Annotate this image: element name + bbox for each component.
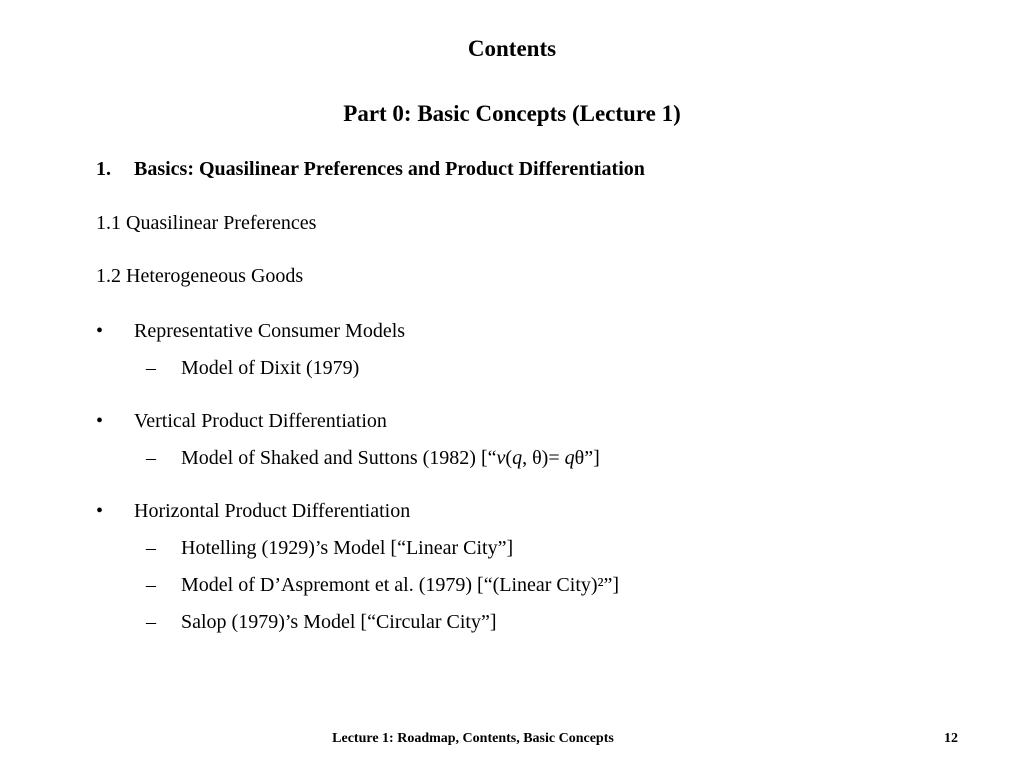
bullet-group-vertical [96,403,600,477]
formula-open: ( [505,447,513,469]
section-number: 1. [96,158,111,180]
formula-mid: , θ)= [522,447,565,469]
sub-item [96,567,619,604]
bullet-marker: • [96,500,104,522]
bullet-group-representative [96,313,405,387]
dash-marker: – [146,447,156,469]
bullet-marker: • [96,410,104,432]
sub-item-label [181,447,600,469]
page-number: 12 [944,731,958,746]
formula-q2: q [564,447,575,469]
bullet-marker: • [96,320,104,342]
bullet-item [96,493,619,530]
formula-suffix: θ”] [574,447,600,469]
sub-item-label: Salop (1979)’s Model [“Circular City”] [181,611,497,633]
bullet-label: Representative Consumer Models [134,320,406,342]
bullet-label: Horizontal Product Differentiation [134,500,411,522]
slide-title: Contents [467,36,557,61]
subsection-1-1: 1.1 Quasilinear Preferences [96,212,317,234]
sub-item-label: Hotelling (1929)’s Model [“Linear City”] [181,537,514,559]
sub-item [96,530,619,567]
bullet-group-horizontal [96,493,619,641]
dash-marker: – [146,537,156,559]
section-heading [96,158,645,181]
bullet-item [96,313,405,350]
sub-item [96,440,600,477]
formula-v: v [496,447,506,469]
dash-marker: – [146,357,156,379]
section-label: Basics: Quasilinear Preferences and Product Differentiation [134,158,645,180]
subsection-1-2: 1.2 Heterogeneous Goods [96,265,304,287]
formula-prefix: Model of Shaked and Suttons (1982) [“ [181,447,497,469]
sub-item-label: Model of D’Aspremont et al. (1979) [“(Linear City)²”] [181,574,620,596]
dash-marker: – [146,574,156,596]
dash-marker: – [146,611,156,633]
bullet-label: Vertical Product Differentiation [134,410,387,432]
sub-item [96,350,405,387]
sub-item-label: Model of Dixit (1979) [181,357,360,379]
part-title: Part 0: Basic Concepts (Lecture 1) [343,101,681,126]
sub-item [96,604,619,641]
footer-text: Lecture 1: Roadmap, Contents, Basic Concepts [332,731,614,746]
bullet-item [96,403,600,440]
formula-q1: q [512,447,523,469]
